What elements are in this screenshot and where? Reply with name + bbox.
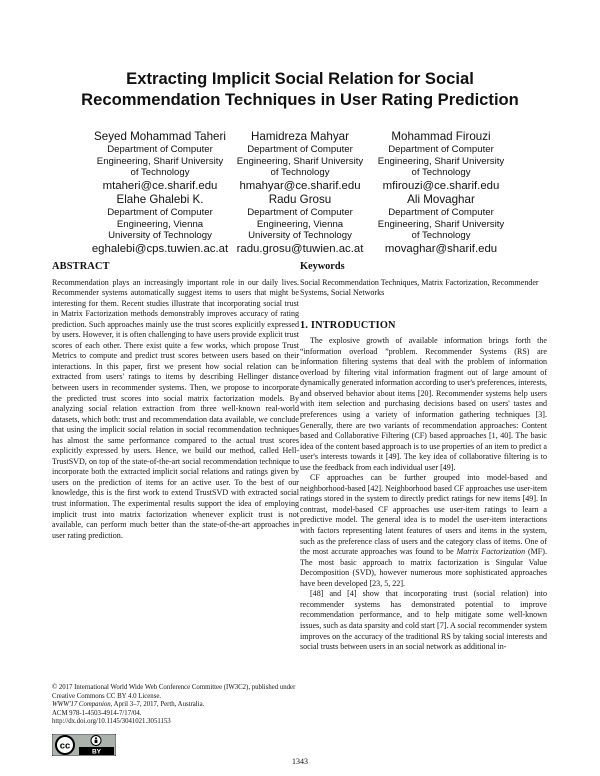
author-email: hmahyar@ce.sharif.edu [239, 179, 361, 192]
keywords-text: Social Recommendation Techniques, Matrix Factorization, Recommender Systems, Social Networks [300, 277, 539, 298]
author-email: radu.grosu@tuwien.ac.at [236, 242, 364, 255]
intro-paragraph-1: The explosive growth of available information brings forth the “information overload ”problem. Recommender Systems (RS) are information filtering systems that deal with the problem of information overload by filtering vital information fragment out of large amount of dynamically generated information according to user's preferences, interests, and observed behavior about items [20]. Recommender systems help users with item selection and purchasing decisions based on users' tastes and preferences using a variety of information gathering techniques [3]. Generally, there are two variants of recommendation approaches: Content based and Collaborative Filtering (CF) based approaches [1, 40]. The basic idea of the content based approach is to use properties of an item to predict a user's interests towards it [49]. The key idea of collaborative filtering is to use the feedback from each individual user [49]. [300, 336, 548, 472]
copyright-license: © 2017 International World Wide Web Conference Committee (IW3C2), published under Creative Commons CC BY 4.0 License. [52, 684, 296, 700]
paper-title [40, 68, 560, 110]
abstract-heading: ABSTRACT [52, 261, 110, 272]
copyright-conference: WWW'17 Companion, April 3–7, 2017, Perth, Australia. [52, 701, 205, 709]
author-name: Hamidreza Mahyar [251, 130, 349, 143]
title-line-2: Recommendation Techniques in User Rating Prediction [81, 90, 519, 109]
author-affiliation: Department of Computer Engineering, Sharif University of Technology [96, 144, 224, 179]
author-email: eghalebi@cps.tuwien.ac.at [91, 242, 229, 255]
title-line-1: Extracting Implicit Social Relation for Social [126, 69, 474, 88]
copyright-doi[interactable]: http://dx.doi.org/10.1145/3041021.3051153 [52, 718, 171, 726]
author-name: Radu Grosu [268, 193, 332, 206]
author-block [348, 193, 534, 256]
author-email: mfirouzi@ce.sharif.edu [382, 179, 500, 192]
intro-paragraph-3: [48] and [4] show that incorporating trust (social relation) into recommender systems has demonstrated potential to improve recommendation performance, and to help mitigate some well-known issues, such as data sparsity and cold start [7]. A social recommender system improves on the accuracy of the traditional RS by taking social interests and social trusts between users in an social network as additional in- [300, 589, 547, 652]
left-column [52, 262, 299, 541]
cc-letters: cc [59, 740, 71, 752]
author-affiliation: Department of Computer Engineering, Vienna University of Technology [107, 207, 213, 242]
author-email: movaghar@sharif.edu [384, 242, 498, 255]
author-name: Ali Movaghar [407, 193, 475, 206]
right-column [300, 262, 547, 653]
author-affiliation: Department of Computer Engineering, Sharif University of Technology [236, 144, 364, 179]
introduction-heading: 1. INTRODUCTION [300, 319, 396, 331]
author-name: Elahe Ghalebi K. [116, 193, 204, 206]
copyright-isbn: ACM 978-1-4503-4914-7/17/04. [52, 709, 142, 717]
cc-by-logo [52, 734, 116, 756]
author-affiliation: Department of Computer Engineering, Sharif University of Technology [377, 144, 505, 179]
page-number: 1343 [292, 757, 308, 766]
copyright-notice [52, 684, 299, 727]
author-email: mtaheri@ce.sharif.edu [102, 179, 218, 192]
keywords-heading: Keywords [300, 261, 345, 272]
author-affiliation: Department of Computer Engineering, Vienna University of Technology [247, 207, 353, 242]
author-block [348, 130, 534, 193]
author-affiliation: Department of Computer Engineering, Sharif University of Technology [377, 207, 505, 242]
by-label: BY [91, 748, 102, 756]
author-name: Seyed Mohammad Taheri [94, 130, 226, 143]
intro-paragraph-2: CF approaches can be further grouped into model-based and neighborhood-based [42]. Neighborhood based CF approaches use user-item ratings stored in the system to directly predict ratings for new items [49]. In contrast, model-based CF approaches use user-item ratings to learn a predictive model. The general idea is to model the user-item interactions with factors representing latent features of users and items in the system, such as the preference class of users and the category class of items. One of the most accurate approaches was found to be Matrix Factorization (MF). The most basic approach to matrix factorization is Singular Value Decomposition (SVD), however numerous more sophisticated approaches have been developed [23, 5, 22]. [300, 473, 547, 588]
abstract-text: Recommendation plays an increasingly important role in our daily lives. Recommender systems automatically suggest items to users that might be interesting for them. Recent studies illustrate that incorporating social trust in Matrix Factorization methods demonstrably improves accuracy of rating prediction. Such approaches mainly use the trust scores explicitly expressed by users. However, it is often challenging to have users provide explicit trust scores of each other. There exist quite a few works, which propose Trust Metrics to compute and predict trust scores between users based on their interactions. In this paper, first we present how social relation can be extracted from users' ratings to items by describing Hellinger distance between users in recommender systems. Then, we propose to incorporate the predicted trust scores into social matrix factorization models. By analyzing social relation extraction from three well-known real-world datasets, which both: trust and recommendation data available, we conclude that using the implicit social relation in social recommendation techniques has almost the same performance compared to the actual trust scores explicitly expressed by users. Hence, we build our method, called Hell-TrustSVD, on top of the state-of-the-art social recommendation technique to incorporate both the extracted implicit social relations and ratings given by users on the prediction of items for an active user. To the best of our knowledge, this is the first work to extend TrustSVD with extracted social trust information. The experimental results support the idea of employing implicit trust into matrix factorization whenever explicit trust is not available, can perform much better than the state-of-the-art approaches in user rating prediction. [52, 277, 299, 540]
author-name: Mohammad Firouzi [391, 130, 491, 143]
